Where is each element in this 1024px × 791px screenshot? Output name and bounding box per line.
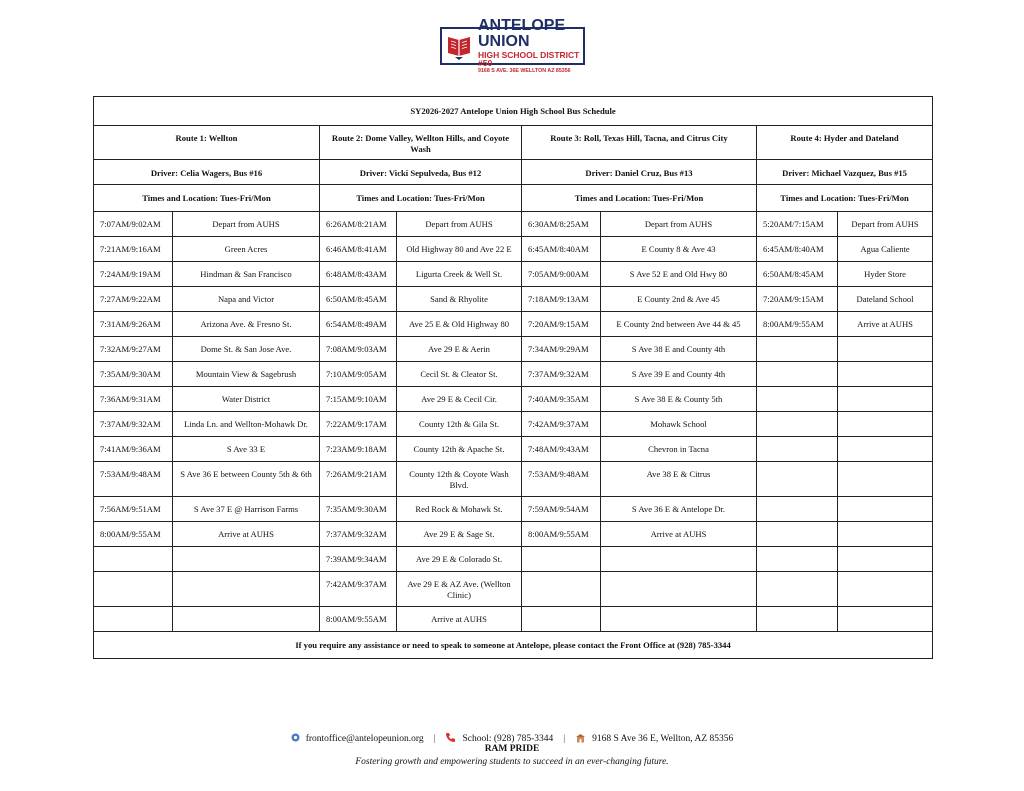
route-4-location <box>838 607 933 632</box>
table-row <box>94 522 933 547</box>
route-4-time: 6:45AM/8:40AM <box>757 237 838 262</box>
route-3-time: 7:05AM/9:00AM <box>522 262 601 287</box>
route-2-location: Sand & Rhyolite <box>397 287 522 312</box>
route-2-time: 7:22AM/9:17AM <box>320 412 397 437</box>
schedule-title: SY2026-2027 Antelope Union High School Bus Schedule <box>94 97 933 126</box>
route-4-time <box>757 462 838 497</box>
table-row <box>94 337 933 362</box>
route-4-location <box>838 522 933 547</box>
route-4-location <box>838 387 933 412</box>
route-4-time <box>757 547 838 572</box>
route-4-time <box>757 412 838 437</box>
route-2-time: 7:39AM/9:34AM <box>320 547 397 572</box>
route-1-location: Napa and Victor <box>173 287 320 312</box>
route-3-time: 7:18AM/9:13AM <box>522 287 601 312</box>
route-2-time: 6:50AM/8:45AM <box>320 287 397 312</box>
route-4-time: 5:20AM/7:15AM <box>757 212 838 237</box>
bus-schedule-table <box>93 96 933 659</box>
route-3-time: 7:37AM/9:32AM <box>522 362 601 387</box>
route-3-driver: Driver: Daniel Cruz, Bus #13 <box>522 160 757 185</box>
route-1-time: 7:56AM/9:51AM <box>94 497 173 522</box>
route-2-location: Ave 25 E & Old Highway 80 <box>397 312 522 337</box>
route-4-location: Arrive at AUHS <box>838 312 933 337</box>
route-3-location: Arrive at AUHS <box>601 522 757 547</box>
route-2-time: 7:08AM/9:03AM <box>320 337 397 362</box>
route-1-time: 7:32AM/9:27AM <box>94 337 173 362</box>
separator: | <box>563 734 566 744</box>
route-3-name: Route 3: Roll, Texas Hill, Tacna, and Citrus City <box>522 126 757 160</box>
route-1-time: 7:37AM/9:32AM <box>94 412 173 437</box>
route-4-location <box>838 572 933 607</box>
route-1-time: 7:07AM/9:02AM <box>94 212 173 237</box>
route-2-location: County 12th & Gila St. <box>397 412 522 437</box>
route-4-time <box>757 437 838 462</box>
route-4-time <box>757 337 838 362</box>
route-2-location: Ave 29 E & Aerin <box>397 337 522 362</box>
route-4-location: Dateland School <box>838 287 933 312</box>
route-4-location <box>838 412 933 437</box>
table-row <box>94 312 933 337</box>
route-1-location: Linda Ln. and Wellton-Mohawk Dr. <box>173 412 320 437</box>
route-1-time: 7:21AM/9:16AM <box>94 237 173 262</box>
route-2-location: Red Rock & Mohawk St. <box>397 497 522 522</box>
route-3-time: 7:53AM/9:48AM <box>522 462 601 497</box>
route-2-time: 6:46AM/8:41AM <box>320 237 397 262</box>
route-1-location: Water District <box>173 387 320 412</box>
route-1-times-label: Times and Location: Tues-Fri/Mon <box>94 185 320 212</box>
route-3-time: 8:00AM/9:55AM <box>522 522 601 547</box>
route-2-driver: Driver: Vicki Sepulveda, Bus #12 <box>320 160 522 185</box>
route-1-time <box>94 547 173 572</box>
route-3-time: 7:40AM/9:35AM <box>522 387 601 412</box>
route-2-location: Ligurta Creek & Well St. <box>397 262 522 287</box>
route-1-location: Mountain View & Sagebrush <box>173 362 320 387</box>
route-3-location: S Ave 38 E and County 4th <box>601 337 757 362</box>
route-1-time: 7:41AM/9:36AM <box>94 437 173 462</box>
route-2-location: Depart from AUHS <box>397 212 522 237</box>
route-3-location <box>601 572 757 607</box>
ram-pride-tagline: RAM PRIDE <box>484 744 540 754</box>
route-3-time: 6:45AM/8:40AM <box>522 237 601 262</box>
route-2-time: 6:48AM/8:43AM <box>320 262 397 287</box>
route-4-location <box>838 337 933 362</box>
route-1-name: Route 1: Wellton <box>94 126 320 160</box>
route-4-time <box>757 572 838 607</box>
route-2-location: Old Highway 80 and Ave 22 E <box>397 237 522 262</box>
table-row <box>94 497 933 522</box>
route-4-location <box>838 362 933 387</box>
school-motto: Fostering growth and empowering students to succeed in an ever-changing future. <box>355 757 669 767</box>
table-row <box>94 437 933 462</box>
route-3-location: E County 2nd between Ave 44 & 45 <box>601 312 757 337</box>
table-row <box>94 387 933 412</box>
contact-email[interactable]: frontoffice@antelopeunion.org <box>305 734 424 744</box>
route-3-time: 7:42AM/9:37AM <box>522 412 601 437</box>
route-2-location: Ave 29 E & Sage St. <box>397 522 522 547</box>
route-3-location <box>601 547 757 572</box>
route-4-time <box>757 497 838 522</box>
route-4-name: Route 4: Hyder and Dateland <box>757 126 933 160</box>
route-1-location: S Ave 37 E @ Harrison Farms <box>173 497 320 522</box>
route-1-time: 7:27AM/9:22AM <box>94 287 173 312</box>
route-2-location: Ave 29 E & AZ Ave. (Wellton Clinic) <box>397 572 522 607</box>
logo-name: ANTELOPE UNION <box>478 16 566 50</box>
contact-phone[interactable]: School: (928) 785-3344 <box>462 734 554 744</box>
route-2-time: 6:26AM/8:21AM <box>320 212 397 237</box>
table-row <box>94 237 933 262</box>
route-4-time <box>757 387 838 412</box>
route-1-location <box>173 607 320 632</box>
route-3-time: 7:20AM/9:15AM <box>522 312 601 337</box>
route-1-time: 7:31AM/9:26AM <box>94 312 173 337</box>
route-4-time: 6:50AM/8:45AM <box>757 262 838 287</box>
route-4-time: 7:20AM/9:15AM <box>757 287 838 312</box>
route-4-time <box>757 522 838 547</box>
route-1-location: S Ave 36 E between County 5th & 6th <box>173 462 320 497</box>
route-1-location: Arrive at AUHS <box>173 522 320 547</box>
route-3-location: Chevron in Tacna <box>601 437 757 462</box>
route-1-location: Hindman & San Francisco <box>173 262 320 287</box>
logo-district: HIGH SCHOOL DISTRICT #50 <box>478 49 580 69</box>
table-row <box>94 462 933 497</box>
route-2-location: Ave 29 E & Cecil Cir. <box>397 387 522 412</box>
route-1-location: Depart from AUHS <box>173 212 320 237</box>
route-2-time: 8:00AM/9:55AM <box>320 607 397 632</box>
route-3-times-label: Times and Location: Tues-Fri/Mon <box>522 185 757 212</box>
route-3-time: 6:30AM/8:25AM <box>522 212 601 237</box>
route-3-location: Ave 38 E & Citrus <box>601 462 757 497</box>
table-row <box>94 412 933 437</box>
route-4-time <box>757 362 838 387</box>
route-3-location: S Ave 52 E and Old Hwy 80 <box>601 262 757 287</box>
route-2-time: 7:15AM/9:10AM <box>320 387 397 412</box>
route-4-location <box>838 497 933 522</box>
route-3-time <box>522 547 601 572</box>
table-row <box>94 607 933 632</box>
route-3-location: S Ave 36 E & Antelope Dr. <box>601 497 757 522</box>
route-2-time: 7:26AM/9:21AM <box>320 462 397 497</box>
contact-address: 9168 S Ave 36 E, Wellton, AZ 85356 <box>592 734 734 744</box>
route-1-time: 7:53AM/9:48AM <box>94 462 173 497</box>
route-1-time <box>94 607 173 632</box>
route-2-time: 7:35AM/9:30AM <box>320 497 397 522</box>
separator: | <box>433 734 436 744</box>
route-2-location: Ave 29 E & Colorado St. <box>397 547 522 572</box>
route-3-location: E County 8 & Ave 43 <box>601 237 757 262</box>
route-1-location: Dome St. & San Jose Ave. <box>173 337 320 362</box>
route-3-location <box>601 607 757 632</box>
route-1-time: 7:36AM/9:31AM <box>94 387 173 412</box>
route-2-time: 7:23AM/9:18AM <box>320 437 397 462</box>
logo-address: 9168 S AVE. 36E WELLTON AZ 85356 <box>478 67 571 74</box>
route-4-location <box>838 462 933 497</box>
route-3-location: E County 2nd & Ave 45 <box>601 287 757 312</box>
route-1-driver: Driver: Celia Wagers, Bus #16 <box>94 160 320 185</box>
route-1-time: 7:35AM/9:30AM <box>94 362 173 387</box>
route-1-location <box>173 572 320 607</box>
route-1-location: Arizona Ave. & Fresno St. <box>173 312 320 337</box>
route-4-location <box>838 547 933 572</box>
table-row <box>94 212 933 237</box>
route-1-time <box>94 572 173 607</box>
district-logo <box>440 16 585 74</box>
route-4-location <box>838 437 933 462</box>
route-2-time: 7:37AM/9:32AM <box>320 522 397 547</box>
route-4-time <box>757 607 838 632</box>
route-1-time: 7:24AM/9:19AM <box>94 262 173 287</box>
route-2-time: 7:10AM/9:05AM <box>320 362 397 387</box>
route-3-time: 7:59AM/9:54AM <box>522 497 601 522</box>
route-3-time: 7:48AM/9:43AM <box>522 437 601 462</box>
table-row <box>94 262 933 287</box>
route-2-location: Cecil St. & Cleator St. <box>397 362 522 387</box>
assistance-note: If you require any assistance or need to speak to someone at Antelope, please contact the Front Office at (928) 785-3344 <box>94 632 933 659</box>
table-row <box>94 572 933 607</box>
route-2-name: Route 2: Dome Valley, Wellton Hills, and Coyote Wash <box>320 126 522 160</box>
route-1-time: 8:00AM/9:55AM <box>94 522 173 547</box>
route-1-location: S Ave 33 E <box>173 437 320 462</box>
route-3-time <box>522 607 601 632</box>
route-3-location: S Ave 39 E and County 4th <box>601 362 757 387</box>
route-3-location: Depart from AUHS <box>601 212 757 237</box>
route-3-location: Mohawk School <box>601 412 757 437</box>
route-4-driver: Driver: Michael Vazquez, Bus #15 <box>757 160 933 185</box>
route-1-location <box>173 547 320 572</box>
route-4-location: Depart from AUHS <box>838 212 933 237</box>
route-4-location: Agua Caliente <box>838 237 933 262</box>
table-row <box>94 547 933 572</box>
route-2-time: 7:42AM/9:37AM <box>320 572 397 607</box>
route-1-location: Green Acres <box>173 237 320 262</box>
route-4-times-label: Times and Location: Tues-Fri/Mon <box>757 185 933 212</box>
route-2-location: County 12th & Apache St. <box>397 437 522 462</box>
route-4-location: Hyder Store <box>838 262 933 287</box>
route-2-location: Arrive at AUHS <box>397 607 522 632</box>
table-row <box>94 287 933 312</box>
route-2-location: County 12th & Coyote Wash Blvd. <box>397 462 522 497</box>
route-4-time: 8:00AM/9:55AM <box>757 312 838 337</box>
route-2-time: 6:54AM/8:49AM <box>320 312 397 337</box>
route-3-time <box>522 572 601 607</box>
route-3-time: 7:34AM/9:29AM <box>522 337 601 362</box>
route-2-times-label: Times and Location: Tues-Fri/Mon <box>320 185 522 212</box>
table-row <box>94 362 933 387</box>
route-3-location: S Ave 38 E & County 5th <box>601 387 757 412</box>
ram-book-icon <box>442 29 476 63</box>
